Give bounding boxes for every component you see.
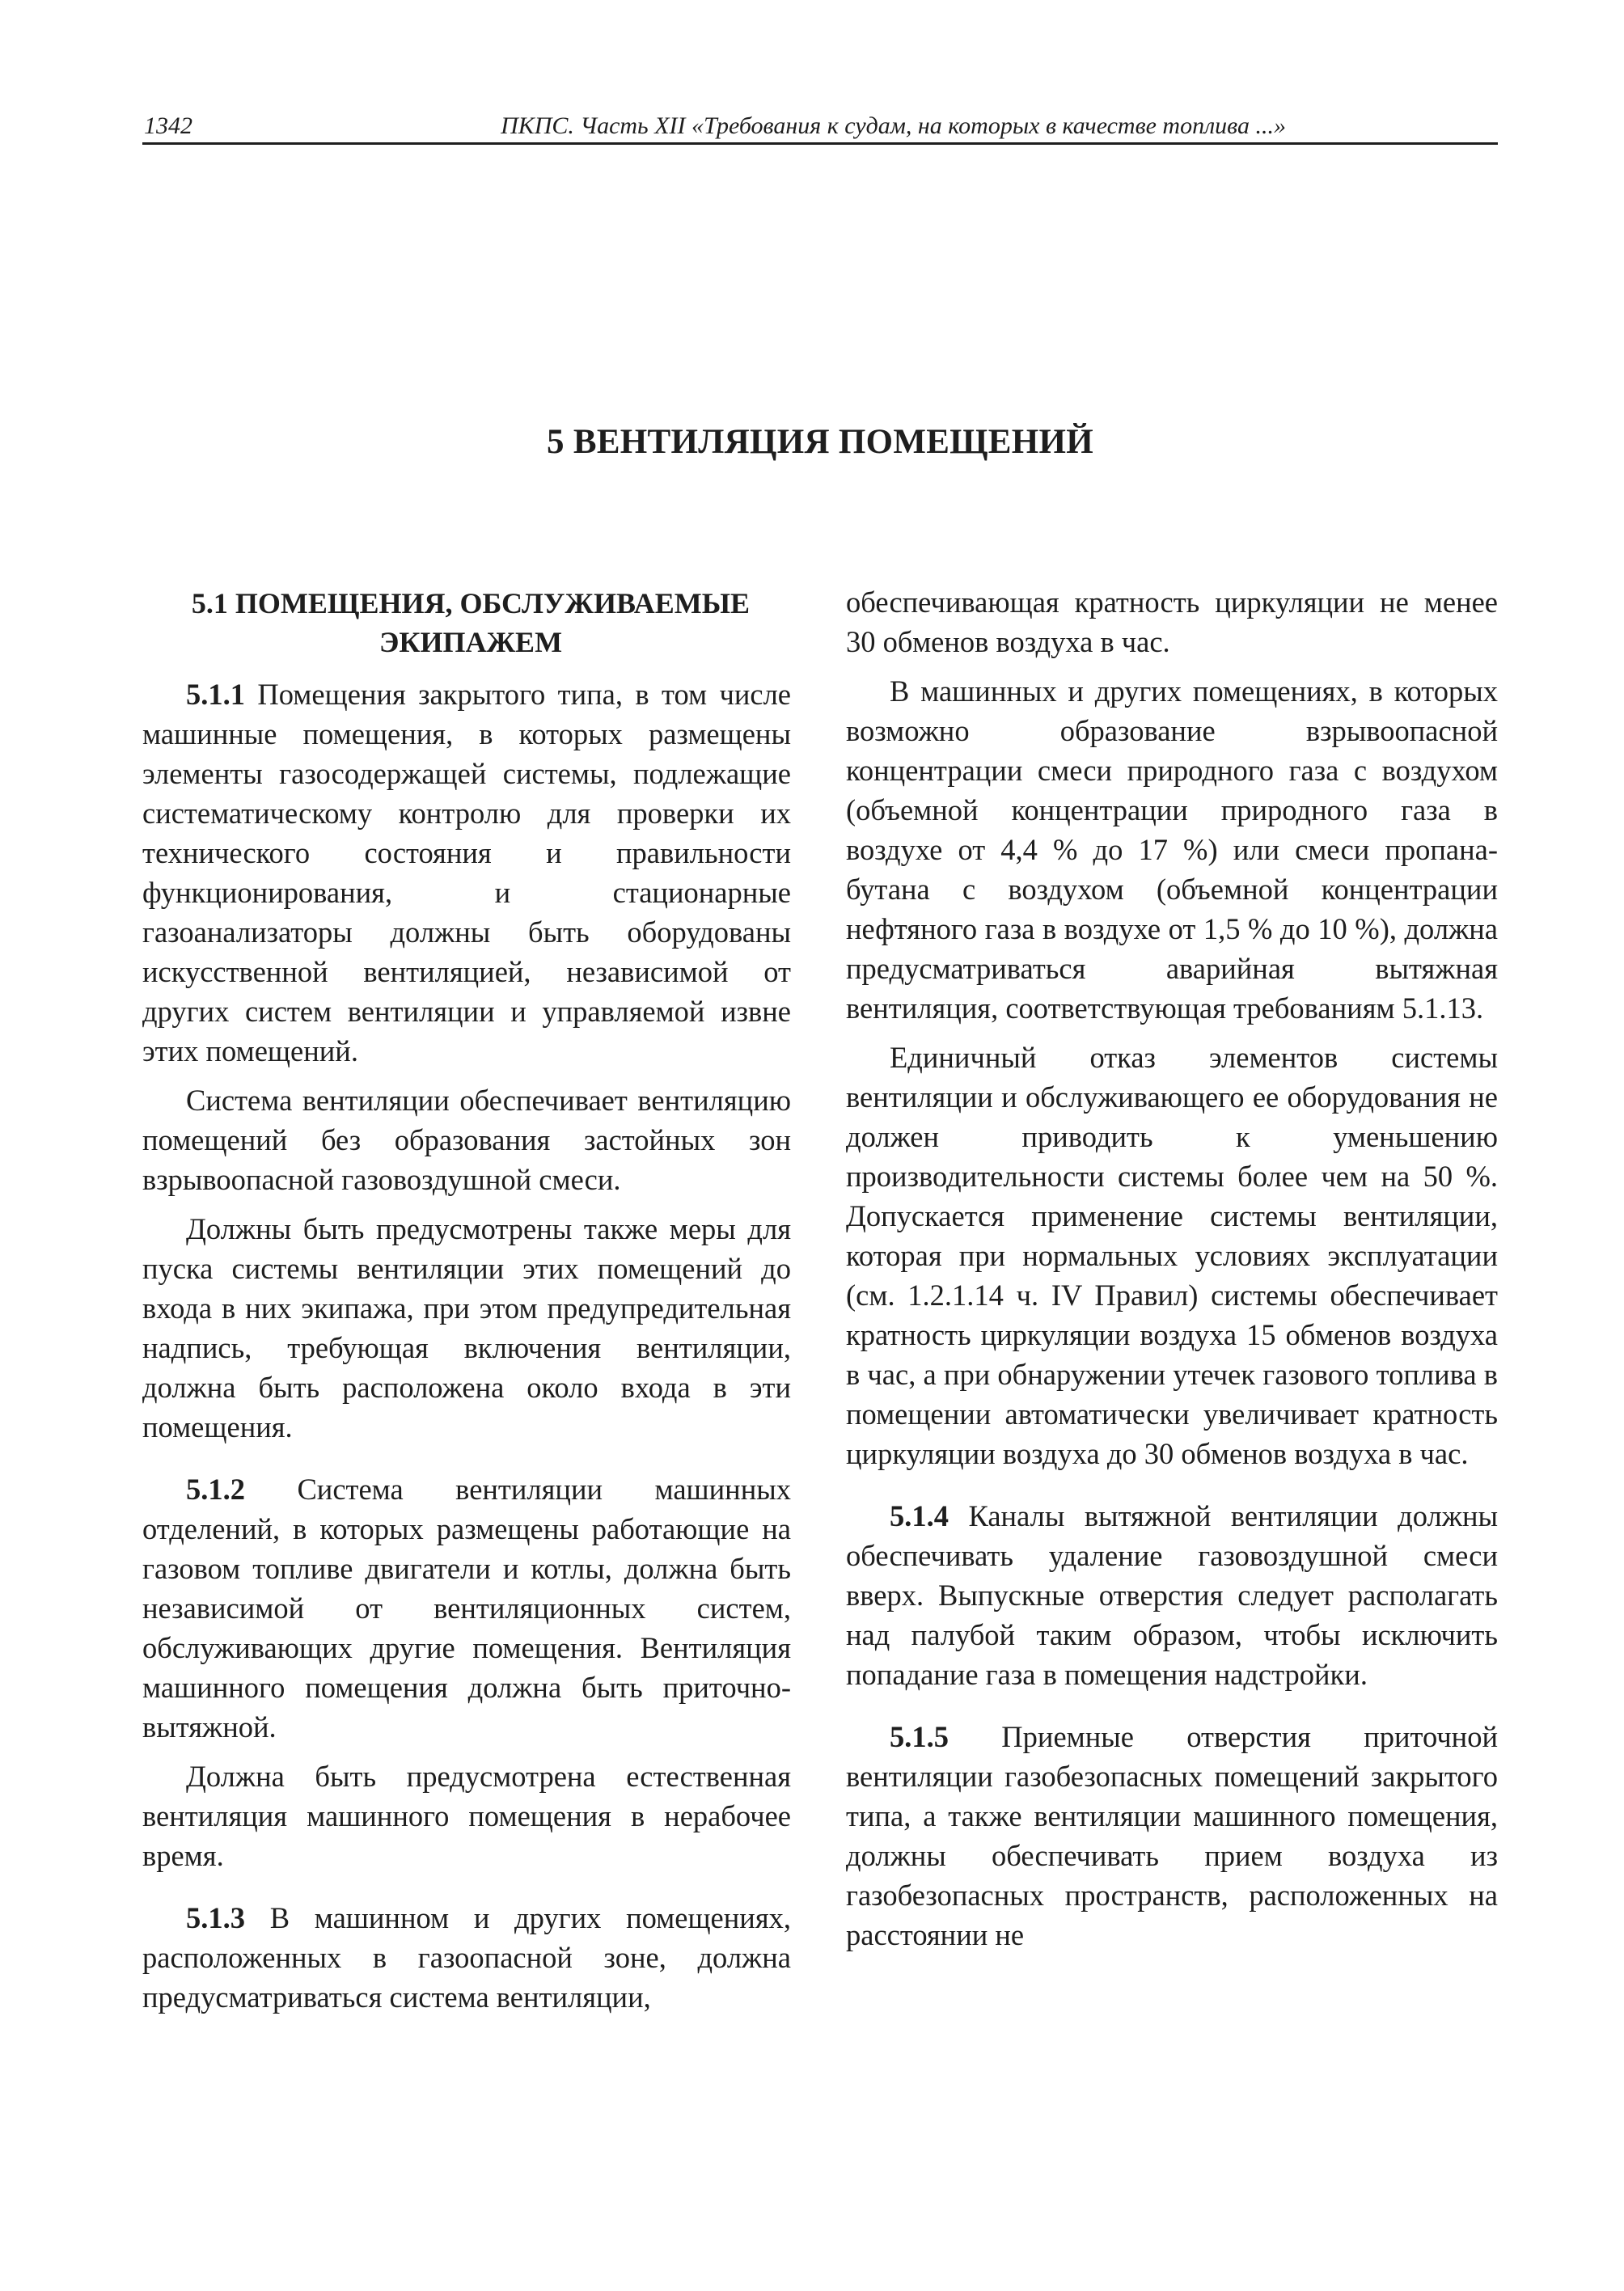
paragraph-5-1-4	[846, 1496, 1498, 1694]
paragraph-5-1-5	[846, 1717, 1498, 1955]
paragraph-5-1-1-c: Должны быть предусмотрены также меры для пуска системы вентиляции этих помещений до входа в них экипажа, при этом предупредительная надпись, требующая включения вентиляции, должна быть расположена около входа в эти помещения.	[142, 1212, 791, 1443]
clause-number: 5.1.2	[186, 1473, 245, 1506]
paragraph-5-1-3	[142, 1898, 791, 2017]
clause-text: Приемные отверстия приточной вентиляции газобезопасных помещений закрытого типа, а также вентиляции машинного помещения, должны обеспечивать прием воздуха из газобезопасных пространств, расположенных на расстоянии не	[846, 1720, 1498, 1951]
clause-text: В машинном и других помещениях, расположенных в газоопасной зоне, должна предусматриваться система вентиляции,	[142, 1901, 791, 2014]
left-column	[142, 584, 791, 2027]
section-title: 5.1 ПОМЕЩЕНИЯ, ОБСЛУЖИВАЕМЫЕ ЭКИПАЖЕМ	[191, 587, 751, 658]
clause-number: 5.1.3	[186, 1901, 245, 1934]
chapter-title: 5 ВЕНТИЛЯЦИЯ ПОМЕЩЕНИЙ	[547, 423, 1093, 461]
paragraph-5-1-2-b: Должна быть предусмотрена естественная вентиляция машинного помещения в нерабочее время.	[142, 1760, 791, 1872]
running-title: ПКПС. Часть XII «Требования к судам, на которых в качестве топлива ...»	[501, 112, 1286, 139]
clause-number: 5.1.4	[890, 1499, 949, 1532]
right-column	[846, 582, 1498, 1964]
clause-number: 5.1.1	[186, 678, 245, 711]
page-number: 1342	[144, 112, 192, 139]
paragraph-5-1-3-b: В машинных и других помещениях, в которых возможно образование взрывоопасной концентрации смеси природного газа с воздухом (объемной концентрации природного газа в воздухе от 4,4 % до 17 %) или смеси пропана-бутана с воздухом (объемной концентрации нефтяного газа в воздухе от 1,5 % до 10 %), должна предусматриваться аварийная вытяжная вентиляция, соответствующая требованиям 5.1.13.	[846, 674, 1498, 1025]
clause-text: Помещения закрытого типа, в том числе машинные помещения, в которых размещены элементы газосодержащей системы, подлежащие систематическому контролю для проверки их технического состояния и правильности функционирования, и стационарные газоанализаторы должны быть оборудованы искусственной вентиляцией, независимой от других систем вентиляции и управляемой извне этих помещений.	[142, 678, 791, 1067]
paragraph-5-1-1-b: Система вентиляции обеспечивает вентиляцию помещений без образования застойных зон взрывоопасной газовоздушной смеси.	[142, 1084, 791, 1196]
paragraph-5-1-3-continued: обеспечивающая кратность циркуляции не менее 30 обменов воздуха в час.	[846, 585, 1498, 658]
paragraph-5-1-3-c: Единичный отказ элементов системы вентиляции и обслуживающего ее оборудования не должен приводить к уменьшению производительности системы более чем на 50 %. Допускается применение системы вентиляции, которая при нормальных условиях эксплуатации (см. 1.2.1.14 ч. IV Правил) системы обеспечивает кратность циркуляции воздуха 15 обменов воздуха в час, а при обнаружении утечек газового топлива в помещении автоматически увеличивает кратность циркуляции воздуха до 30 обменов воздуха в час.	[846, 1041, 1498, 1470]
clause-text: Система вентиляции машинных отделений, в которых размещены работающие на газовом топливе двигатели и котлы, должна быть независимой от вентиляционных систем, обслуживающих другие помещения. Вентиляция машинного помещения должна быть приточно-вытяжной.	[142, 1473, 791, 1744]
running-header	[142, 110, 1498, 145]
clause-number: 5.1.5	[890, 1720, 949, 1753]
paragraph-5-1-1	[142, 674, 791, 1071]
clause-text: Каналы вытяжной вентиляции должны обеспечивать удаление газовоздушной смеси вверх. Выпускные отверстия следует располагать над палубой таким образом, чтобы исключить попадание газа в помещения надстройки.	[846, 1499, 1499, 1691]
paragraph-5-1-2	[142, 1469, 791, 1747]
